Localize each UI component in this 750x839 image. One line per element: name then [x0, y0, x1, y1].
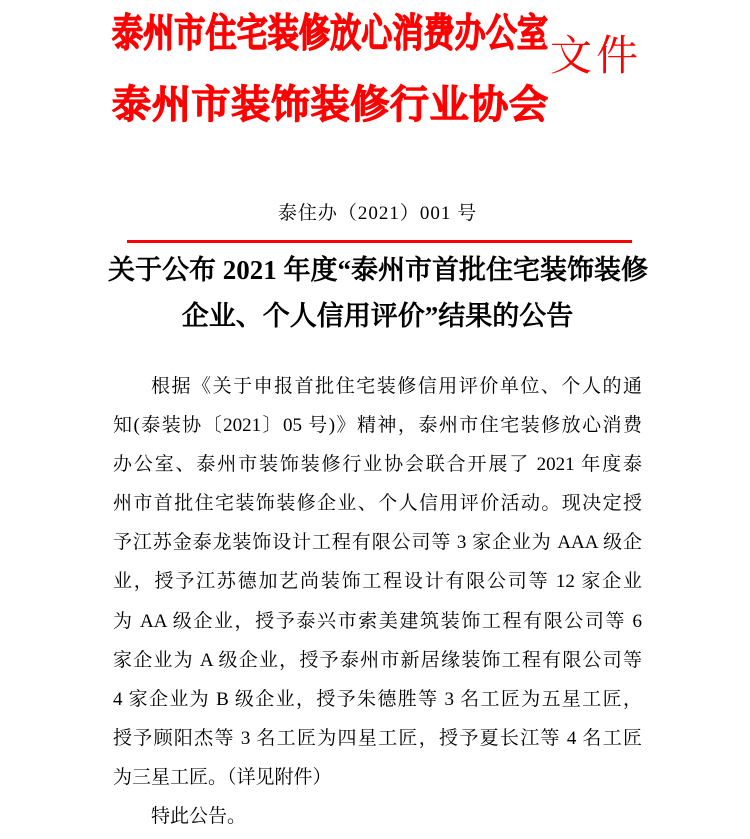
org-name-line-1: 泰州市住宅装修放心消费办公室 [112, 11, 548, 56]
body-line: 予江苏金泰龙装饰设计工程有限公司等 3 家企业为 AAA 级企 [113, 532, 642, 554]
doc-type-label: 文件 [550, 34, 643, 80]
body-line: 州市首批住宅装饰装修企业、个人信用评价活动。现决定授 [113, 493, 642, 515]
body-line: 办公室、泰州市装饰装修行业协会联合开展了 2021 年度泰 [113, 454, 642, 476]
title-line-2: 企业、个人信用评价”结果的公告 [181, 300, 574, 331]
document-title [108, 248, 647, 339]
title-line-1: 关于公布 2021 年度“泰州市首批住宅装饰装修 [108, 255, 648, 285]
body-line: 授予顾阳杰等 3 名工匠为四星工匠，授予夏长江等 4 名工匠 [113, 727, 642, 749]
body-line: 4 家企业为 B 级企业，授予朱德胜等 3 名工匠为五星工匠， [113, 688, 642, 710]
body-line: 根据《关于申报首批住宅装修信用评价单位、个人的通 [151, 376, 642, 397]
org-name-line-2: 泰州市装饰装修行业协会 [112, 84, 548, 127]
body-line: 家企业为 A 级企业，授予泰州市新居缘装饰工程有限公司等 [113, 649, 642, 671]
body-line: 为三星工匠。（详见附件） [113, 766, 332, 788]
doc-number: 泰住办（2021）001 号 [277, 203, 478, 224]
document-body [113, 367, 642, 836]
body-line: 业，授予江苏德加艺尚装饰工程设计有限公司等 12 家企业 [113, 571, 642, 593]
body-line: 知(泰装协〔2021〕05 号)》精神，泰州市住宅装修放心消费 [113, 415, 642, 437]
red-divider-line [127, 240, 632, 243]
body-line: 特此公告。 [151, 806, 247, 828]
body-line: 为 AA 级企业，授予泰兴市索美建筑装饰工程有限公司等 6 [113, 610, 642, 632]
